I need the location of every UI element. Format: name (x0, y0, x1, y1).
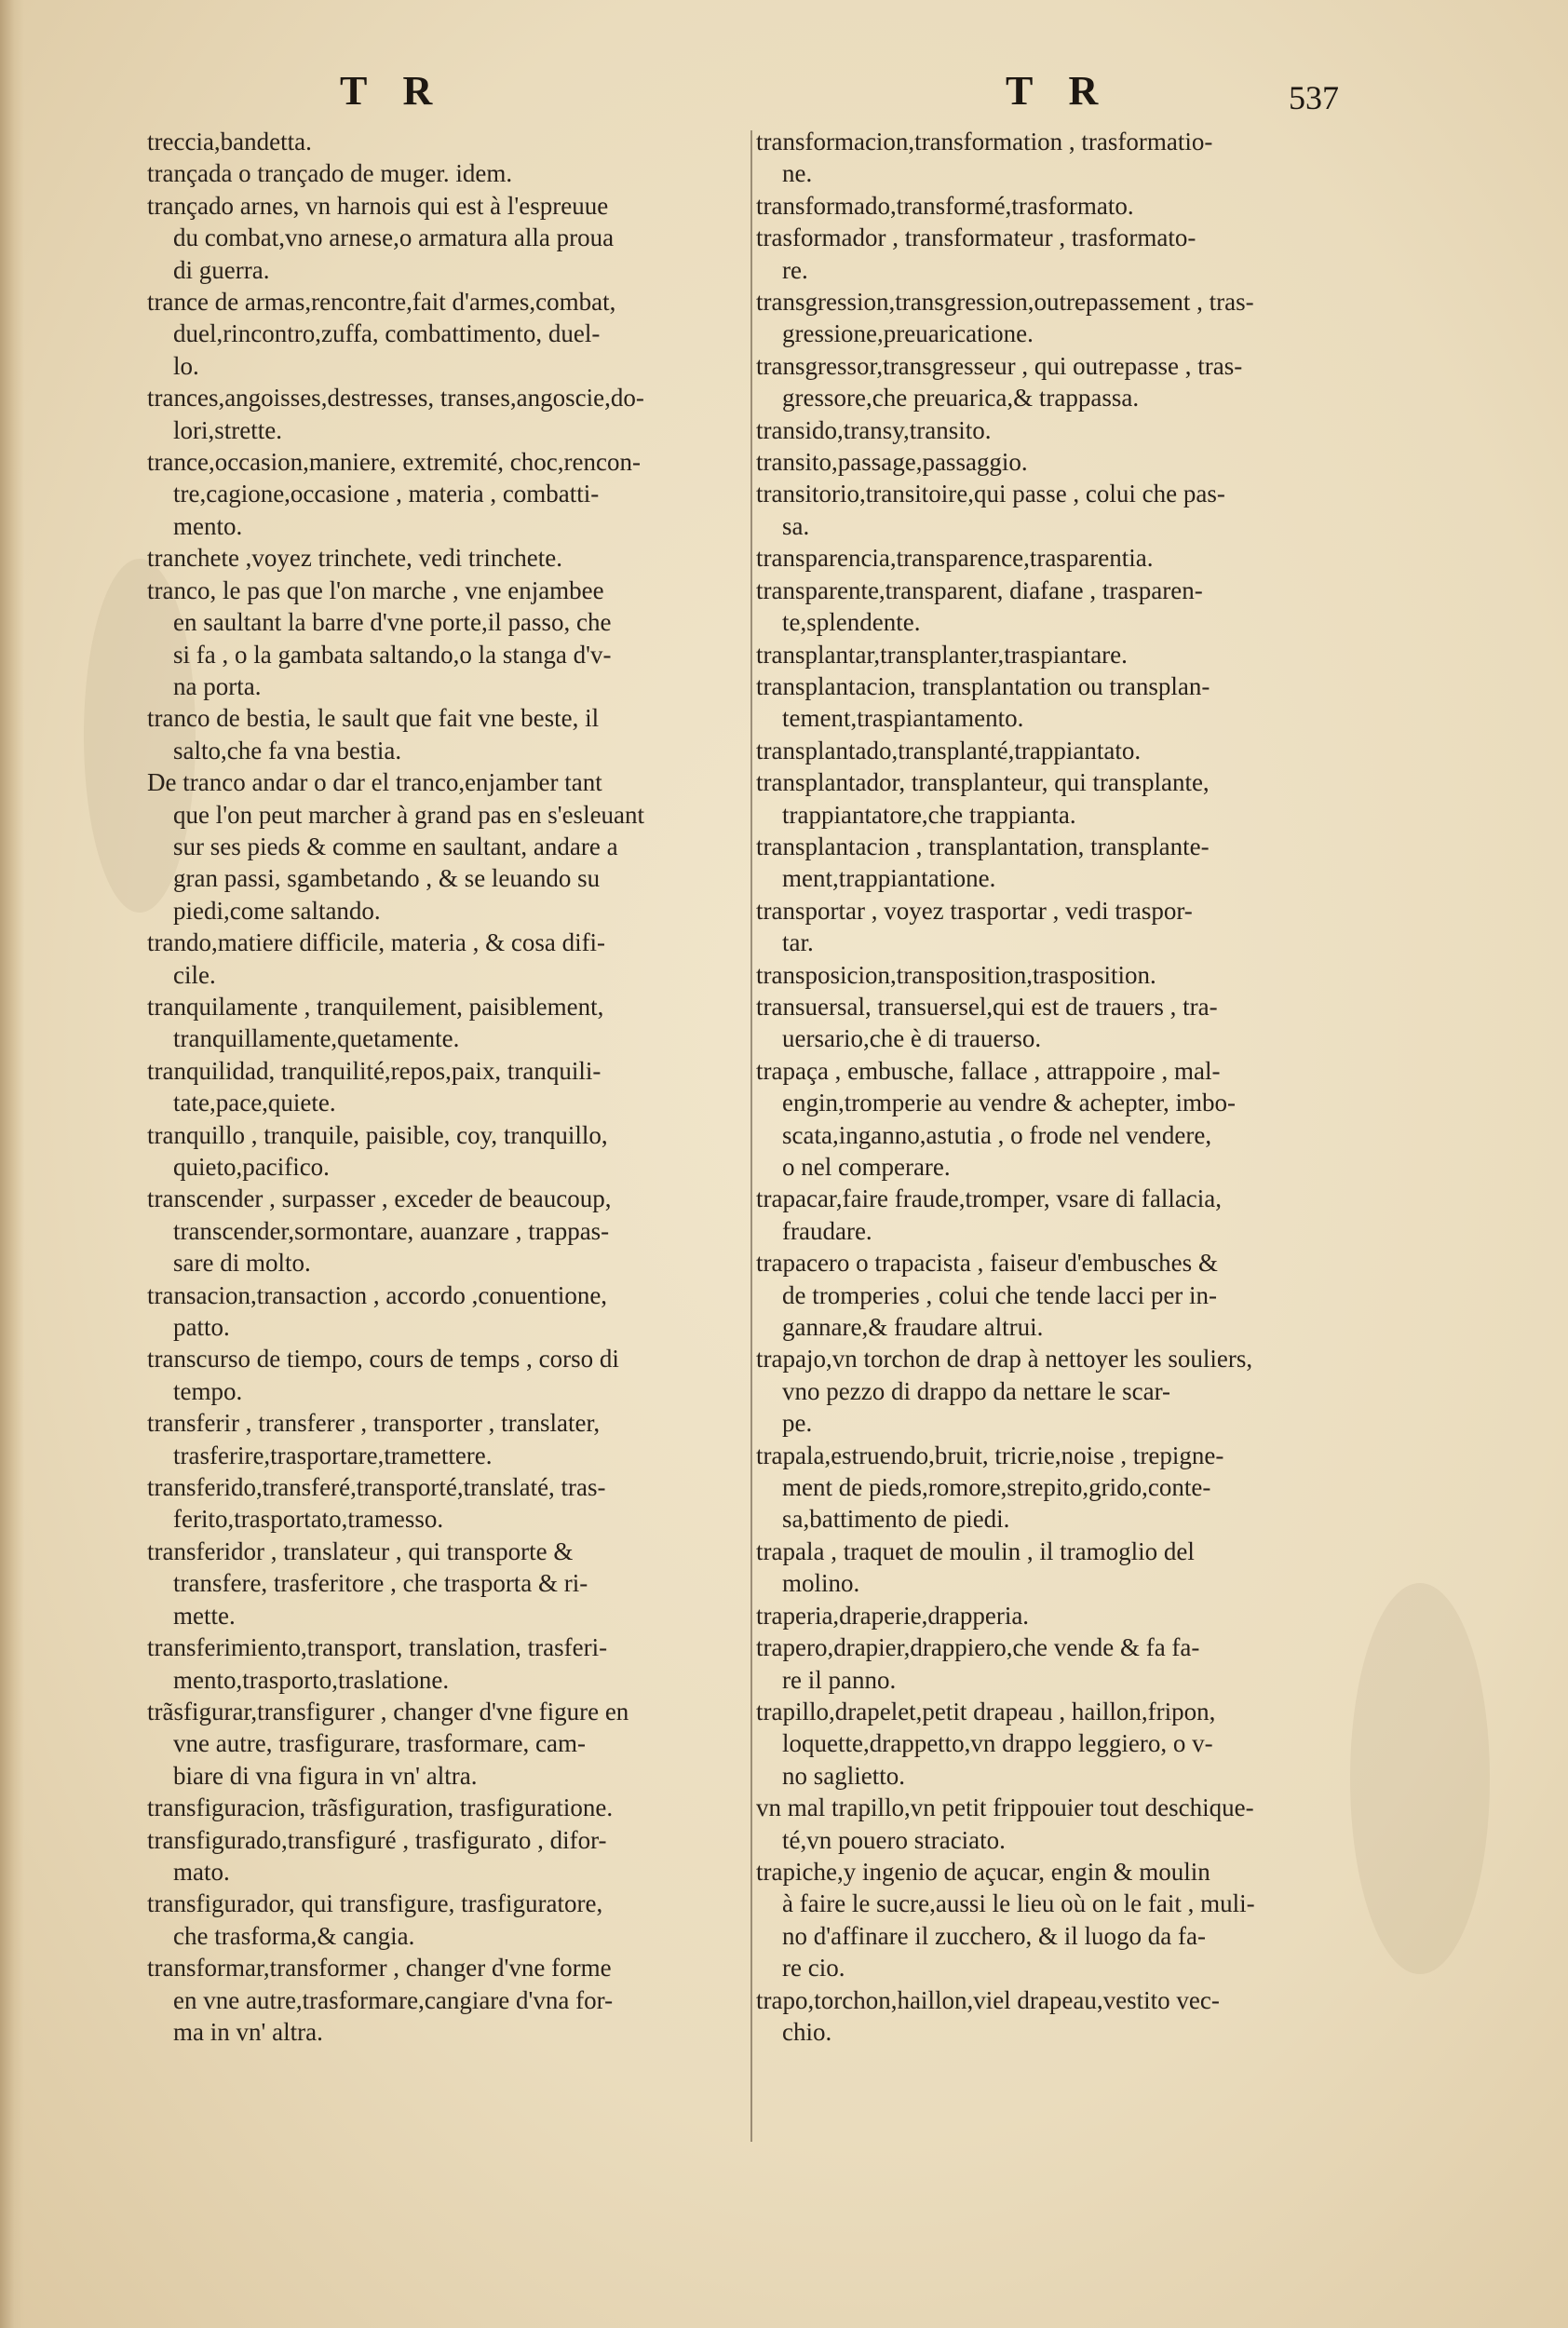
entry-headline: transplantador, transplanteur, qui transplante, (756, 768, 1210, 797)
entry-headline: tranquilamente , tranquilement, paisiblement, (147, 992, 604, 1021)
entry-headline: trapiche,y ingenio de açucar, engin & moulin (756, 1857, 1210, 1886)
dictionary-entry (147, 1183, 756, 1279)
dictionary-entry (756, 1600, 1428, 1631)
dictionary-entry (756, 446, 1428, 478)
entry-headline: trances,angoisses,destresses, transes,angoscie,do- (147, 384, 644, 413)
dictionary-entry (756, 1696, 1428, 1792)
entry-headline: transferimiento,transport, translation, trasferi- (147, 1633, 608, 1662)
entry-continuation: mette. (173, 1601, 236, 1630)
dictionary-entry (147, 126, 756, 157)
entry-headline: transcurso de tiempo, cours de temps , corso di (147, 1345, 619, 1374)
entry-headline: transfigurador, qui transfigure, trasfiguratore, (147, 1889, 603, 1918)
dictionary-entry (756, 959, 1428, 991)
dictionary-entry (147, 190, 756, 286)
entry-headline: transplantacion, transplantation ou transplan- (756, 671, 1210, 700)
entry-continuation: sa. (782, 511, 810, 540)
entry-continuation: tate,pace,quiete. (173, 1089, 336, 1117)
entry-headline: tranco de bestia, le sault que fait vne beste, il (147, 704, 600, 733)
entry-continuation: ment,trappiantatione. (782, 864, 996, 893)
entry-headline: trasformador , transformateur , trasformato- (756, 223, 1196, 252)
entry-headline: trance de armas,rencontre,fait d'armes,combat, (147, 288, 616, 317)
entry-headline: transcender , surpasser , exceder de beaucoup, (147, 1184, 612, 1213)
dictionary-entry (756, 766, 1428, 831)
entry-headline: transuersal, transuersel,qui est de trauers , tra- (756, 992, 1218, 1021)
entry-headline: transfiguracion, trãsfiguration, trasfiguratione. (147, 1793, 614, 1822)
entry-headline: De tranco andar o dar el tranco,enjamber tant (147, 768, 602, 797)
dictionary-entry (756, 831, 1428, 895)
entry-headline: transferidor , translateur , qui transporte & (147, 1536, 574, 1565)
entry-headline: trançado arnes, vn harnois qui est à l'espreuue (147, 191, 609, 220)
entry-continuation: tar. (782, 928, 814, 957)
entry-headline: transformar,transformer , changer d'vne forme (147, 1954, 612, 1983)
entry-headline: transparente,transparent, diafane , trasparen- (756, 575, 1203, 604)
dictionary-entry (756, 735, 1428, 766)
entry-headline: trãsfigurar,transfigurer , changer d'vne figure en (147, 1697, 629, 1726)
entry-continuation: vno pezzo di drappo da nettare le scar- (782, 1376, 1171, 1405)
entry-headline: transferir , transferer , transporter , translater, (147, 1409, 601, 1438)
entry-headline: transplantacion , transplantation, transplante- (756, 832, 1210, 860)
dictionary-entry (756, 542, 1428, 574)
entry-continuation: ferito,trasportato,tramesso. (173, 1505, 444, 1534)
dictionary-entry (147, 446, 756, 542)
page-number: 537 (1289, 79, 1339, 116)
entry-continuation: ma in vn' altra. (173, 2017, 323, 2046)
entry-continuation: tempo. (173, 1376, 243, 1405)
entry-headline: transacion,transaction , accordo ,conuentione, (147, 1280, 608, 1309)
entry-headline: transito,passage,passaggio. (756, 448, 1028, 477)
entry-continuation: mato. (173, 1857, 230, 1886)
entry-continuation: trappiantatore,che trappianta. (782, 800, 1076, 829)
dictionary-entry (147, 702, 756, 766)
entry-headline: trapala,estruendo,bruit, tricrie,noise , trepigne- (756, 1441, 1224, 1469)
dictionary-entry (756, 350, 1428, 414)
entry-continuation: re il panno. (782, 1665, 897, 1694)
entry-headline: transformacion,transformation , trasformatio- (756, 128, 1213, 156)
dictionary-entry (756, 1343, 1428, 1439)
entry-headline: trapala , traquet de moulin , il tramoglio del (756, 1536, 1195, 1565)
dictionary-entry (147, 1119, 756, 1184)
dictionary-entry (147, 1824, 756, 1888)
dictionary-entry (756, 1055, 1428, 1184)
entry-continuation: tement,traspiantamento. (782, 704, 1024, 733)
entry-headline: trapaça , embusche, fallace , attrappoire , mal- (756, 1056, 1221, 1085)
entry-continuation: pe. (782, 1409, 813, 1438)
dictionary-entry (147, 1471, 756, 1536)
dictionary-entry (756, 1536, 1428, 1600)
entry-headline: trapajo,vn torchon de drap à nettoyer les souliers, (756, 1345, 1253, 1374)
dictionary-entry (756, 575, 1428, 639)
entry-headline: transido,transy,transito. (756, 415, 992, 444)
entry-continuation: gran passi, sgambetando , & se leuando su (173, 864, 601, 893)
entry-headline: transplantar,transplanter,traspiantare. (756, 640, 1128, 669)
entry-continuation: engin,tromperie au vendre & achepter, imbo- (782, 1089, 1236, 1117)
entry-continuation: en saultant la barre d'vne porte,il passo, che (173, 608, 612, 637)
entry-continuation: sare di molto. (173, 1249, 311, 1278)
dictionary-entry (147, 1343, 756, 1407)
running-head-right: T R (1006, 68, 1112, 114)
entry-continuation: à faire le sucre,aussi le lieu où on le fait , muli- (782, 1889, 1255, 1918)
entry-continuation: de tromperies , colui che tende lacci per in- (782, 1280, 1218, 1309)
entry-continuation: scata,inganno,astutia , o frode nel vendere, (782, 1120, 1212, 1149)
entry-headline: tranquilidad, tranquilité,repos,paix, tranquili- (147, 1056, 602, 1085)
right-column (756, 126, 1428, 2048)
entry-continuation: molino. (782, 1569, 860, 1598)
entry-continuation: cile. (173, 960, 216, 989)
dictionary-entry (756, 1792, 1428, 1856)
entry-headline: trance,occasion,maniere, extremité, choc,rencon- (147, 448, 641, 477)
entry-headline: trando,matiere difficile, materia , & cosa difi- (147, 928, 606, 957)
entry-continuation: di guerra. (173, 255, 270, 284)
entry-continuation: che trasforma,& cangia. (173, 1921, 415, 1950)
entry-continuation: re. (782, 255, 808, 284)
entry-continuation: tre,cagione,occasione , materia , combatti- (173, 480, 600, 508)
entry-continuation: chio. (782, 2017, 832, 2046)
dictionary-entry (147, 1536, 756, 1631)
dictionary-entry (147, 286, 756, 382)
dictionary-entry (756, 1856, 1428, 1984)
dictionary-entry (147, 1407, 756, 1471)
entry-headline: trapero,drapier,drappiero,che vende & fa fa- (756, 1633, 1200, 1662)
entry-headline: trapacar,faire fraude,tromper, vsare di fallacia, (756, 1184, 1223, 1213)
entry-continuation: ment de pieds,romore,strepito,grido,conte- (782, 1473, 1211, 1502)
dictionary-entry (756, 222, 1428, 286)
dictionary-entry (756, 991, 1428, 1055)
left-column (147, 126, 756, 2048)
entry-headline: trapillo,drapelet,petit drapeau , haillon,fripon, (756, 1697, 1216, 1726)
dictionary-entry (147, 927, 756, 991)
entry-headline: transportar , voyez trasportar , vedi traspor- (756, 896, 1193, 925)
dictionary-entry (756, 670, 1428, 735)
entry-continuation: uersario,che è di trauerso. (782, 1024, 1042, 1053)
entry-headline: transitorio,transitoire,qui passe , colui che pas- (756, 480, 1225, 508)
entry-continuation: sa,battimento de piedi. (782, 1505, 1010, 1534)
entry-continuation: que l'on peut marcher à grand pas en s'esleuant (173, 800, 645, 829)
entry-headline: tranquillo , tranquile, paisible, coy, tranquillo, (147, 1120, 608, 1149)
entry-headline: treccia,bandetta. (147, 128, 312, 156)
entry-headline: transparencia,transparence,trasparentia. (756, 544, 1154, 573)
dictionary-entry (147, 1279, 756, 1344)
entry-headline: trapacero o trapacista , faiseur d'embusches & (756, 1249, 1218, 1278)
entry-continuation: sur ses pieds & comme en saultant, andare a (173, 832, 618, 860)
entry-continuation: ne. (782, 159, 813, 188)
dictionary-entry (756, 1631, 1428, 1696)
entry-continuation: lo. (173, 351, 199, 380)
entry-continuation: trasferire,trasportare,tramettere. (173, 1441, 493, 1469)
dictionary-entry (147, 575, 756, 703)
entry-continuation: en vne autre,trasformare,cangiare d'vna for- (173, 1985, 614, 2014)
dictionary-entry (756, 1440, 1428, 1536)
entry-continuation: transcender,sormontare, auanzare , trappas- (173, 1216, 610, 1245)
dictionary-entry (147, 382, 756, 446)
dictionary-entry (756, 639, 1428, 670)
entry-continuation: du combat,vno arnese,o armatura alla proua (173, 223, 615, 252)
entry-headline: trapo,torchon,haillon,viel drapeau,vestito vec- (756, 1985, 1220, 2014)
entry-continuation: duel,rincontro,zuffa, combattimento, duel- (173, 319, 601, 348)
page-edge-shadow (0, 0, 24, 2328)
dictionary-entry (756, 286, 1428, 350)
dictionary-entry (756, 895, 1428, 959)
entry-continuation: gressore,che preuarica,& trappassa. (782, 384, 1140, 413)
dictionary-entry (147, 1696, 756, 1792)
entry-continuation: no d'affinare il zucchero, & il luogo da fa- (782, 1921, 1206, 1950)
entry-headline: vn mal trapillo,vn petit frippouier tout deschique- (756, 1793, 1254, 1822)
dictionary-entry (147, 1888, 756, 1952)
dictionary-entry (147, 1055, 756, 1119)
entry-headline: transformado,transformé,trasformato. (756, 191, 1134, 220)
entry-continuation: tranquillamente,quetamente. (173, 1024, 460, 1053)
entry-headline: traperia,draperie,drapperia. (756, 1601, 1030, 1630)
dictionary-entry (756, 1183, 1428, 1247)
dictionary-entry (147, 157, 756, 189)
dictionary-entry (756, 190, 1428, 222)
entry-continuation: gressione,preuaricatione. (782, 319, 1034, 348)
dictionary-entry (756, 1247, 1428, 1343)
entry-headline: transposicion,transposition,trasposition. (756, 960, 1156, 989)
dictionary-entry (147, 766, 756, 927)
dictionary-entry (147, 991, 756, 1055)
dictionary-entry (756, 414, 1428, 446)
entry-headline: transfigurado,transfiguré , trasfigurato , difor- (147, 1825, 607, 1854)
entry-continuation: piedi,come saltando. (173, 896, 381, 925)
entry-headline: transplantado,transplanté,trappiantato. (756, 736, 1142, 765)
entry-continuation: mento. (173, 511, 243, 540)
entry-continuation: loquette,drappetto,vn drappo leggiero, o v- (782, 1729, 1213, 1758)
entry-continuation: té,vn pouero straciato. (782, 1825, 1006, 1854)
dictionary-entry (147, 1792, 756, 1823)
dictionary-entry (147, 1631, 756, 1696)
entry-continuation: quieto,pacifico. (173, 1153, 330, 1181)
entry-continuation: no saglietto. (782, 1761, 905, 1790)
dictionary-entry (756, 1984, 1428, 2049)
entry-headline: trançada o trançado de muger. idem. (147, 159, 513, 188)
dictionary-entry (756, 126, 1428, 190)
entry-continuation: si fa , o la gambata saltando,o la stanga d'v- (173, 640, 612, 669)
entry-continuation: re cio. (782, 1954, 845, 1983)
entry-continuation: vne autre, trasfigurare, trasformare, cam- (173, 1729, 587, 1758)
entry-continuation: biare di vna figura in vn' altra. (173, 1761, 478, 1790)
entry-headline: transgressor,transgresseur , qui outrepasse , tras- (756, 351, 1243, 380)
entry-continuation: gannare,& fraudare altrui. (782, 1313, 1044, 1342)
entry-continuation: patto. (173, 1313, 230, 1342)
entry-continuation: na porta. (173, 671, 262, 700)
entry-continuation: salto,che fa vna bestia. (173, 736, 402, 765)
running-head-left: T R (340, 68, 446, 114)
dictionary-entry (147, 542, 756, 574)
entry-continuation: mento,trasporto,traslatione. (173, 1665, 450, 1694)
entry-continuation: o nel comperare. (782, 1153, 951, 1181)
entry-continuation: lori,strette. (173, 415, 282, 444)
entry-headline: transferido,transferé,transporté,translaté, tras- (147, 1473, 606, 1502)
dictionary-entry (756, 478, 1428, 542)
entry-headline: tranco, le pas que l'on marche , vne enjambee (147, 575, 604, 604)
entry-continuation: fraudare. (782, 1216, 872, 1245)
dictionary-entry (147, 1952, 756, 2048)
entry-headline: transgression,transgression,outrepassement , tras- (756, 288, 1254, 317)
entry-continuation: transfere, trasferitore , che trasporta & ri- (173, 1569, 588, 1598)
entry-headline: tranchete ,voyez trinchete, vedi trinchete. (147, 544, 563, 573)
entry-continuation: te,splendente. (782, 608, 921, 637)
